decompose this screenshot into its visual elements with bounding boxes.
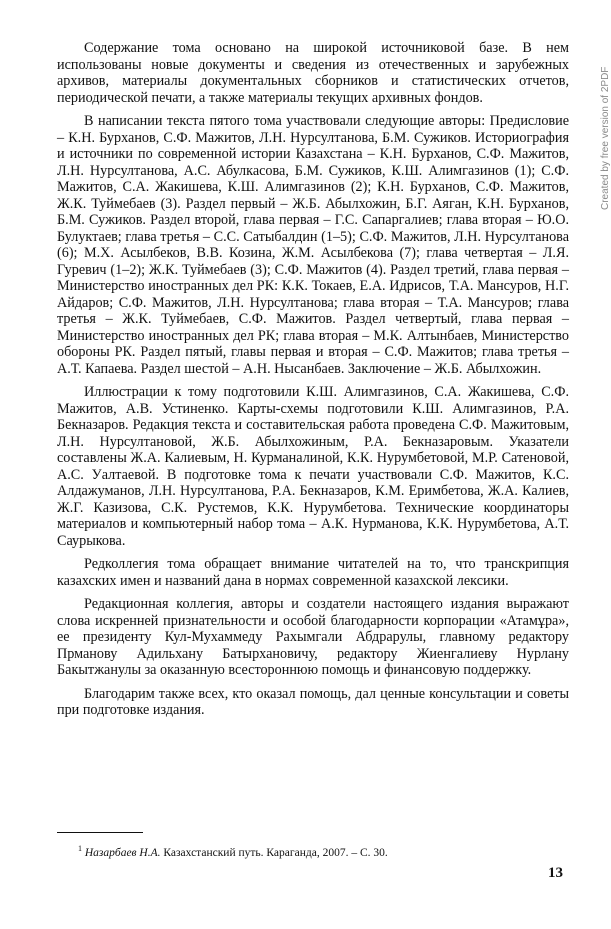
watermark: Created by free version of 2PDF [600, 66, 611, 210]
paragraph-transcription: Редколлегия тома обращает внимание читателей на то, что транскрипция казахских имен и названий дана в нормах современной казахской лексики. [57, 556, 569, 589]
footnote-divider [57, 832, 143, 833]
footnote-text: Казахстанский путь. Караганда, 2007. – С. 30. [163, 846, 388, 859]
footnote [78, 842, 558, 860]
paragraph-sources: Содержание тома основано на широкой источниковой базе. В нем использованы новые документы и сведения из отечественных и зарубежных архивов, материалы документальных сборников и статистических отчетов, периодической печати, а также материалы текущих архивных фондов. [57, 40, 569, 106]
paragraph-gratitude: Редакционная коллегия, авторы и создатели настоящего издания выражают слова искренней признательности и особой благодарности корпорации «Атамұра», ее президенту Кул-Мухаммеду Рахымгали Абдрарулы, главному редактору Прманову Адильхану Батырхановичу, редактору Жиенгалиеву Нурлану Бакытжанулы за оказанную всестороннюю помощь и финансовую поддержку. [57, 596, 569, 678]
paragraph-illustrations: Иллюстрации к тому подготовили К.Ш. Алимгазинов, С.А. Жакишева, С.Ф. Мажитов, А.В. Устиненко. Карты-схемы подготовили К.Ш. Алимгазинов, Р.А. Бекназаров. Редакция текста и составительская работа проведена С.Ф. Мажитовым, Л.Н. Нурсултановой, Ж.Б. Абылхожиным, Р.А. Бекназаровым. Указатели составлены Ж.А. Калиевым, Н. Курманалиной, К.К. Нурумбетовой, М.Р. Сатеновой, А.С. Уалтаевой. В подготовке тома к печати участвовали С.Ф. Мажитов, К.С. Алдажуманов, Л.Н. Нурсултанова, Р.А. Бекназаров, К.М. Еримбетова, Ж.А. Калиев, Ж.Г. Казизова, С.К. Рустемов, К.К. Нурумбетова. Технические координаторы материалов и компьютерный набор тома – А.К. Нурманова, К.К. Нурумбетова, А.Т. Саурыкова. [57, 384, 569, 549]
footnote-marker: 1 [78, 844, 82, 853]
watermark-area [585, 50, 599, 350]
main-text [57, 40, 569, 726]
paragraph-authors: В написании текста пятого тома участвовали следующие авторы: Предисловие – К.Н. Бурханов, С.Ф. Мажитов, Л.Н. Нурсултанова, Б.М. Сужиков. Историография и источники по современной истории Казахстана – К.Н. Бурханов, С.Ф. Мажитов, Л.Н. Нурсултанова, А.С. Абулкасова, Б.М. Сужиков, К.Ш. Алимгазинов (1); С.Ф. Мажитов, С.А. Жакишева, К.Ш. Алимгазинов (2); К.Н. Бурханов, С.Ф. Мажитов, Ж.К. Туймебаев (3). Раздел первый – Ж.Б. Абылхожин, Б.Г. Аяган, К.Н. Бурханов, Б.М. Сужиков. Раздел второй, глава первая – Г.С. Сапаргалиев; глава вторая – Ю.О. Булуктаев; глава третья – С.С. Сатыбалдин (1–5); С.Ф. Мажитов, Л.Н. Нурсултанова (6); М.Х. Асылбеков, В.В. Козина, Ж.М. Асылбекова (7); глава четвертая – Л.Я. Гуревич (1–2); Ж.К. Туймебаев (3); С.Ф. Мажитов (4). Раздел третий, глава первая – Министерство иностранных дел РК: К.К. Токаев, Е.А. Идрисов, Т.А. Мансуров, Н.Г. Айдаров; С.Ф. Мажитов, Л.Н. Нурсултанова; глава вторая – Т.А. Мансуров; глава третья – Ж.К. Туймебаев, С.Ф. Мажитов. Раздел четвертый, глава первая –Министерство иностранных дел РК; глава вторая – М.К. Алтынбаев, Министерство обороны РК. Раздел пятый, главы первая и вторая – С.Ф. Мажитов; глава третья – А.Т. Капаева. Раздел шестой – А.Н. Нысанбаев. Заключение – Ж.Б. Абылхожин. [57, 113, 569, 377]
footnote-author: Назарбаев Н.А. [84, 846, 161, 859]
page-number: 13 [548, 865, 563, 881]
paragraph-thanks: Благодарим также всех, кто оказал помощь, дал ценные консультации и советы при подготовке издания. [57, 685, 569, 718]
